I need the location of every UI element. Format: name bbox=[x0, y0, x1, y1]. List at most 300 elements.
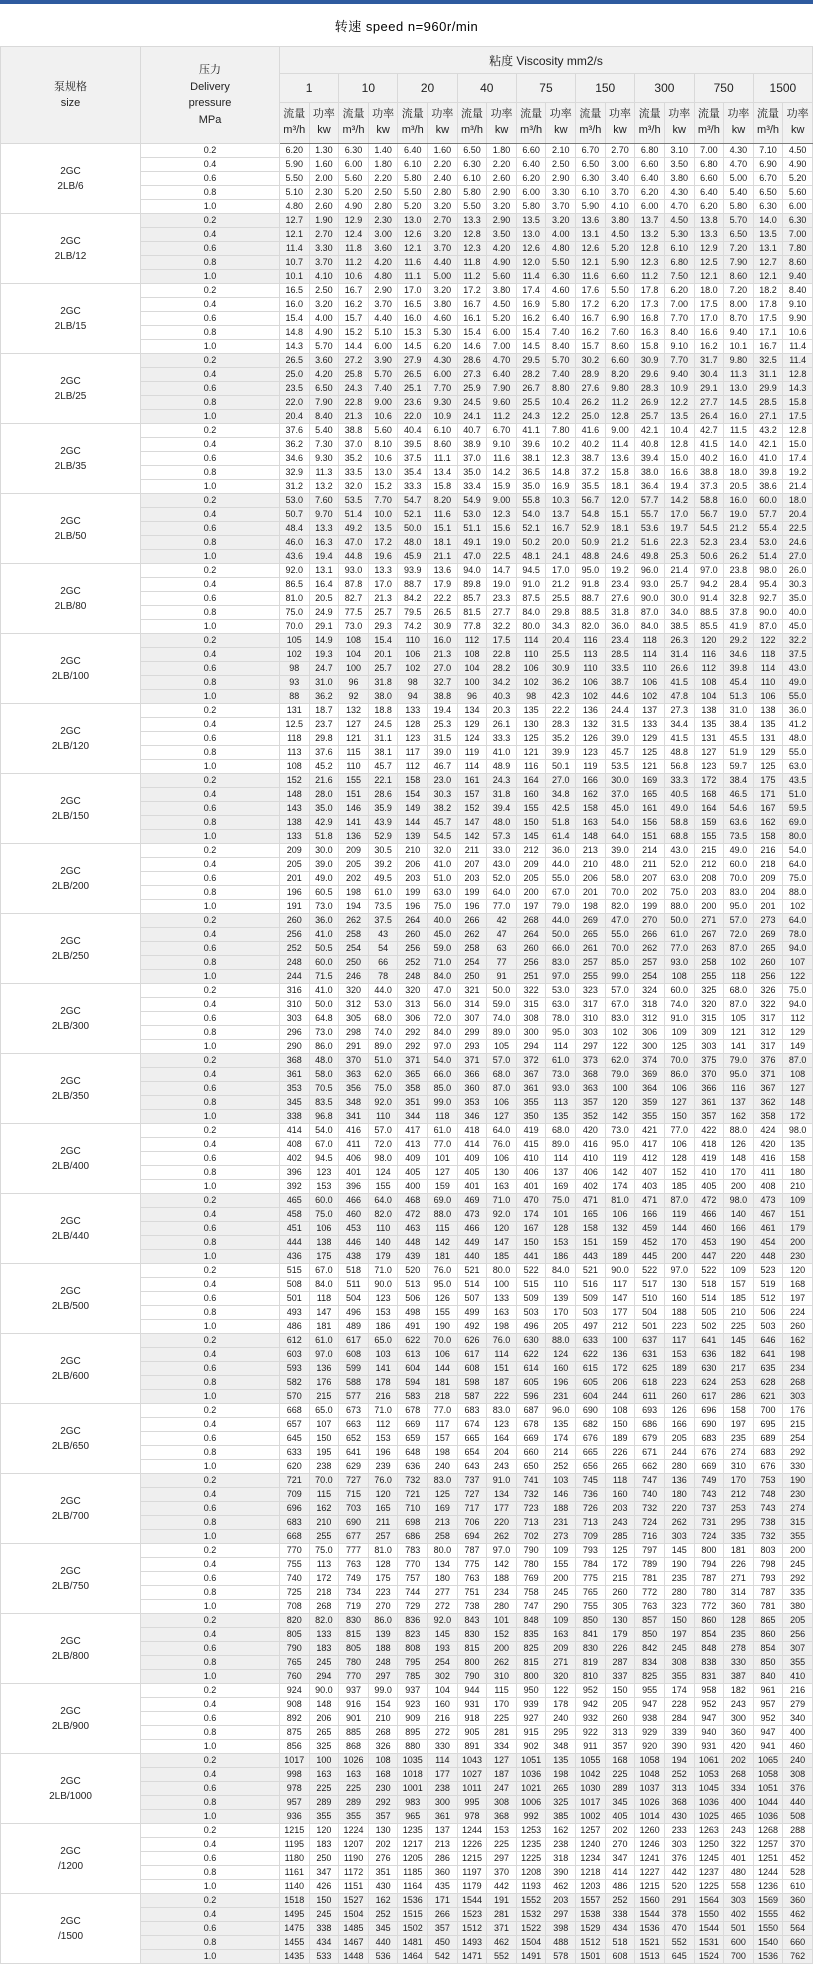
power-cell: 3.50 bbox=[487, 228, 517, 242]
flow-cell: 803 bbox=[753, 1544, 783, 1558]
power-cell: 442 bbox=[487, 1880, 517, 1894]
power-cell: 3.10 bbox=[664, 144, 694, 158]
flow-cell: 150 bbox=[516, 1236, 546, 1250]
flow-cell: 669 bbox=[694, 1460, 724, 1474]
table-row bbox=[1, 1334, 813, 1348]
flow-cell: 41.0 bbox=[753, 452, 783, 466]
pressure-cell: 1.0 bbox=[141, 550, 280, 564]
flow-cell: 102 bbox=[398, 662, 428, 676]
flow-cell: 25.9 bbox=[457, 382, 487, 396]
flow-cell: 212 bbox=[516, 844, 546, 858]
power-cell: 101 bbox=[546, 1208, 576, 1222]
flow-cell: 108 bbox=[457, 648, 487, 662]
power-cell: 68.8 bbox=[664, 830, 694, 844]
power-cell: 44.0 bbox=[546, 914, 576, 928]
power-cell: 35.9 bbox=[368, 802, 398, 816]
power-cell: 21.2 bbox=[605, 536, 635, 550]
power-cell: 51.8 bbox=[309, 830, 339, 844]
power-cell: 88.0 bbox=[664, 900, 694, 914]
flow-cell: 75.0 bbox=[280, 606, 310, 620]
flow-cell: 719 bbox=[339, 1600, 369, 1614]
flow-cell: 1025 bbox=[694, 1810, 724, 1824]
power-cell: 7.90 bbox=[309, 396, 339, 410]
flow-cell: 702 bbox=[516, 1530, 546, 1544]
power-cell: 23.8 bbox=[724, 564, 754, 578]
power-cell: 17.0 bbox=[546, 564, 576, 578]
power-cell: 7.40 bbox=[368, 382, 398, 396]
power-cell: 11.2 bbox=[605, 396, 635, 410]
power-cell: 180 bbox=[664, 1488, 694, 1502]
flow-cell: 717 bbox=[457, 1502, 487, 1516]
power-cell: 318 bbox=[546, 1852, 576, 1866]
power-cell: 140 bbox=[368, 1236, 398, 1250]
power-cell: 55.0 bbox=[605, 928, 635, 942]
flow-cell: 936 bbox=[280, 1810, 310, 1824]
power-cell: 95.0 bbox=[605, 1138, 635, 1152]
power-cell: 7.00 bbox=[664, 298, 694, 312]
flow-cell: 5.50 bbox=[280, 172, 310, 186]
flow-cell: 686 bbox=[635, 1418, 665, 1432]
power-cell: 64.0 bbox=[487, 886, 517, 900]
pressure-cell: 0.8 bbox=[141, 1866, 280, 1880]
flow-cell: 12.8 bbox=[457, 228, 487, 242]
flow-cell: 797 bbox=[635, 1544, 665, 1558]
power-cell: 6.20 bbox=[605, 298, 635, 312]
power-cell: 118 bbox=[309, 1292, 339, 1306]
power-cell: 3.90 bbox=[368, 354, 398, 368]
flow-cell: 1260 bbox=[635, 1824, 665, 1838]
power-cell: 8.70 bbox=[724, 312, 754, 326]
pressure-cell: 1.0 bbox=[141, 1950, 280, 1964]
flow-cell: 194 bbox=[339, 900, 369, 914]
flow-cell: 781 bbox=[635, 1572, 665, 1586]
flow-cell: 850 bbox=[635, 1628, 665, 1642]
power-cell: 214 bbox=[546, 1446, 576, 1460]
power-cell: 434 bbox=[309, 1936, 339, 1950]
power-cell: 310 bbox=[724, 1460, 754, 1474]
flow-cell: 757 bbox=[398, 1572, 428, 1586]
flow-cell: 164 bbox=[694, 802, 724, 816]
power-cell: 29.3 bbox=[368, 620, 398, 634]
flow-cell: 958 bbox=[694, 1684, 724, 1698]
power-cell: 45.0 bbox=[783, 620, 813, 634]
flow-cell: 312 bbox=[339, 998, 369, 1012]
flow-cell: 732 bbox=[398, 1474, 428, 1488]
flow-cell: 686 bbox=[398, 1530, 428, 1544]
flow-cell: 362 bbox=[753, 1096, 783, 1110]
power-cell: 4.60 bbox=[428, 312, 458, 326]
power-cell: 139 bbox=[368, 1628, 398, 1642]
power-cell: 4.70 bbox=[664, 200, 694, 214]
flow-cell: 1035 bbox=[398, 1754, 428, 1768]
flow-cell: 830 bbox=[457, 1628, 487, 1642]
flow-cell: 11.2 bbox=[635, 270, 665, 284]
power-cell: 542 bbox=[428, 1950, 458, 1964]
power-cell: 224 bbox=[783, 1306, 813, 1320]
flow-cell: 23.5 bbox=[280, 382, 310, 396]
pressure-cell: 0.8 bbox=[141, 1096, 280, 1110]
flow-cell: 32.9 bbox=[280, 466, 310, 480]
flow-cell: 28.3 bbox=[635, 382, 665, 396]
power-cell: 120 bbox=[309, 1824, 339, 1838]
power-cell: 106 bbox=[428, 1348, 458, 1362]
power-cell: 141 bbox=[368, 1362, 398, 1376]
power-cell: 16.9 bbox=[546, 480, 576, 494]
flow-cell: 305 bbox=[339, 1012, 369, 1026]
flow-cell: 454 bbox=[753, 1236, 783, 1250]
power-cell: 295 bbox=[546, 1726, 576, 1740]
power-cell: 93.0 bbox=[546, 1082, 576, 1096]
power-cell: 56.0 bbox=[428, 998, 458, 1012]
power-cell: 2.10 bbox=[546, 144, 576, 158]
power-cell: 203 bbox=[605, 1502, 635, 1516]
power-cell: 34.8 bbox=[546, 788, 576, 802]
flow-cell: 770 bbox=[280, 1544, 310, 1558]
power-cell: 5.00 bbox=[428, 270, 458, 284]
power-cell: 175 bbox=[368, 1572, 398, 1586]
flow-cell: 1234 bbox=[576, 1852, 606, 1866]
flow-cell: 13.7 bbox=[635, 214, 665, 228]
flow-cell: 57.7 bbox=[635, 494, 665, 508]
power-cell: 30.0 bbox=[605, 774, 635, 788]
power-cell: 215 bbox=[309, 1390, 339, 1404]
power-cell: 110 bbox=[368, 1222, 398, 1236]
flow-cell: 737 bbox=[694, 1502, 724, 1516]
power-cell: 69.0 bbox=[428, 1194, 458, 1208]
flow-cell: 749 bbox=[339, 1572, 369, 1586]
flow-cell: 211 bbox=[635, 858, 665, 872]
power-cell: 209 bbox=[546, 1642, 576, 1656]
flow-cell: 4.80 bbox=[280, 200, 310, 214]
flow-cell: 368 bbox=[576, 1068, 606, 1082]
flow-cell: 150 bbox=[516, 816, 546, 830]
power-cell: 64.0 bbox=[368, 1194, 398, 1208]
flow-cell: 513 bbox=[398, 1278, 428, 1292]
table-body bbox=[1, 144, 813, 1964]
power-cell: 9.10 bbox=[487, 438, 517, 452]
power-cell: 63.0 bbox=[664, 872, 694, 886]
flow-cell: 411 bbox=[339, 1138, 369, 1152]
pressure-cell: 0.8 bbox=[141, 1236, 280, 1250]
flow-cell: 260 bbox=[280, 914, 310, 928]
power-cell: 29.1 bbox=[309, 620, 339, 634]
power-cell: 14.3 bbox=[783, 382, 813, 396]
power-cell: 120 bbox=[487, 1222, 517, 1236]
pressure-cell: 0.2 bbox=[141, 1614, 280, 1628]
power-cell: 24.7 bbox=[309, 662, 339, 676]
table-row bbox=[1, 1684, 813, 1698]
flow-cell: 25.0 bbox=[576, 410, 606, 424]
power-cell: 15.1 bbox=[428, 522, 458, 536]
power-cell: 89.0 bbox=[368, 1040, 398, 1054]
flow-cell: 1504 bbox=[516, 1936, 546, 1950]
power-cell: 112 bbox=[368, 1418, 398, 1432]
power-cell: 13.7 bbox=[546, 508, 576, 522]
flow-cell: 353 bbox=[280, 1082, 310, 1096]
flow-cell: 641 bbox=[339, 1446, 369, 1460]
power-cell: 12.0 bbox=[605, 494, 635, 508]
power-cell: 63.0 bbox=[546, 998, 576, 1012]
flow-cell: 820 bbox=[280, 1614, 310, 1628]
flow-cell: 77.5 bbox=[339, 606, 369, 620]
flow-cell: 27.2 bbox=[339, 354, 369, 368]
flow-cell: 116 bbox=[576, 634, 606, 648]
flow-cell: 131 bbox=[753, 732, 783, 746]
flow-cell: 308 bbox=[516, 1012, 546, 1026]
power-cell: 110 bbox=[368, 1110, 398, 1124]
flow-cell: 1471 bbox=[457, 1950, 487, 1964]
power-cell: 63.0 bbox=[428, 886, 458, 900]
flow-cell: 199 bbox=[398, 886, 428, 900]
power-cell: 163 bbox=[487, 1180, 517, 1194]
flow-cell: 506 bbox=[398, 1292, 428, 1306]
power-cell: 44.0 bbox=[368, 984, 398, 998]
flow-cell: 723 bbox=[516, 1502, 546, 1516]
flow-cell: 39.4 bbox=[635, 452, 665, 466]
power-cell: 164 bbox=[487, 1432, 517, 1446]
flow-cell: 794 bbox=[694, 1558, 724, 1572]
flow-cell: 252 bbox=[398, 956, 428, 970]
pressure-cell: 0.2 bbox=[141, 1894, 280, 1908]
flow-cell: 174 bbox=[516, 1208, 546, 1222]
power-cell: 223 bbox=[664, 1376, 694, 1390]
flow-cell: 6.90 bbox=[753, 158, 783, 172]
power-cell: 2.40 bbox=[428, 172, 458, 186]
flow-cell: 250 bbox=[339, 956, 369, 970]
power-cell: 3.20 bbox=[309, 298, 339, 312]
power-cell: 80.0 bbox=[783, 830, 813, 844]
power-cell: 8.60 bbox=[783, 256, 813, 270]
flow-cell: 770 bbox=[339, 1670, 369, 1684]
power-cell: 57.3 bbox=[487, 830, 517, 844]
power-cell: 7.80 bbox=[783, 242, 813, 256]
power-cell: 136 bbox=[309, 1362, 339, 1376]
pressure-cell: 0.2 bbox=[141, 1754, 280, 1768]
flow-cell: 161 bbox=[457, 774, 487, 788]
flow-cell: 266 bbox=[635, 928, 665, 942]
flow-cell: 715 bbox=[339, 1488, 369, 1502]
flow-cell: 743 bbox=[753, 1502, 783, 1516]
flow-cell: 698 bbox=[398, 1516, 428, 1530]
power-cell: 68.0 bbox=[487, 1068, 517, 1082]
power-cell: 200 bbox=[783, 1236, 813, 1250]
flow-cell: 198 bbox=[576, 900, 606, 914]
power-cell: 198 bbox=[783, 1348, 813, 1362]
flow-cell: 60.0 bbox=[753, 494, 783, 508]
power-cell: 3.60 bbox=[309, 354, 339, 368]
power-cell: 21.6 bbox=[309, 774, 339, 788]
flow-cell: 118 bbox=[753, 648, 783, 662]
power-cell: 9.30 bbox=[309, 452, 339, 466]
power-cell: 19.0 bbox=[487, 536, 517, 550]
power-cell: 253 bbox=[724, 1376, 754, 1390]
table-row bbox=[1, 214, 813, 228]
flow-cell: 16.7 bbox=[457, 298, 487, 312]
power-cell: 108 bbox=[664, 970, 694, 984]
flow-cell: 159 bbox=[694, 816, 724, 830]
power-cell: 70.0 bbox=[605, 942, 635, 956]
power-cell: 21.4 bbox=[783, 480, 813, 494]
flow-cell: 167 bbox=[753, 802, 783, 816]
flow-cell: 409 bbox=[398, 1152, 428, 1166]
flow-cell: 744 bbox=[398, 1586, 428, 1600]
power-cell: 223 bbox=[368, 1586, 398, 1600]
power-cell: 5.40 bbox=[309, 424, 339, 438]
flow-cell: 312 bbox=[635, 1012, 665, 1026]
power-cell: 368 bbox=[487, 1810, 517, 1824]
power-cell: 210 bbox=[783, 1180, 813, 1194]
power-cell: 39.8 bbox=[724, 662, 754, 676]
flow-cell: 375 bbox=[694, 1054, 724, 1068]
flow-cell: 169 bbox=[635, 774, 665, 788]
flow-cell: 770 bbox=[398, 1558, 428, 1572]
flow-cell: 1512 bbox=[576, 1936, 606, 1950]
flow-cell: 1481 bbox=[398, 1936, 428, 1950]
power-cell: 15.2 bbox=[368, 480, 398, 494]
flow-cell: 815 bbox=[339, 1628, 369, 1642]
power-cell: 1.60 bbox=[428, 144, 458, 158]
flow-cell: 211 bbox=[457, 844, 487, 858]
flow-cell: 38.6 bbox=[753, 480, 783, 494]
pressure-cell: 1.0 bbox=[141, 480, 280, 494]
flow-cell: 104 bbox=[457, 662, 487, 676]
flow-cell: 901 bbox=[339, 1712, 369, 1726]
power-cell: 155 bbox=[368, 1180, 398, 1194]
power-cell: 1.40 bbox=[368, 144, 398, 158]
flow-cell: 408 bbox=[280, 1138, 310, 1152]
power-cell: 480 bbox=[724, 1866, 754, 1880]
power-cell: 177 bbox=[605, 1306, 635, 1320]
flow-cell: 504 bbox=[339, 1292, 369, 1306]
pressure-cell: 0.2 bbox=[141, 774, 280, 788]
flow-cell: 357 bbox=[576, 1096, 606, 1110]
flow-cell: 952 bbox=[753, 1712, 783, 1726]
power-cell: 20.4 bbox=[783, 508, 813, 522]
power-cell: 9.00 bbox=[605, 424, 635, 438]
flow-cell: 365 bbox=[398, 1068, 428, 1082]
power-cell: 19.2 bbox=[605, 564, 635, 578]
power-cell: 265 bbox=[605, 1460, 635, 1474]
power-cell: 74.0 bbox=[368, 1026, 398, 1040]
flow-cell: 624 bbox=[694, 1376, 724, 1390]
flow-cell: 5.60 bbox=[339, 172, 369, 186]
power-cell: 564 bbox=[783, 1922, 813, 1936]
flow-cell: 33.5 bbox=[339, 466, 369, 480]
power-cell: 57.0 bbox=[724, 914, 754, 928]
power-cell: 92.0 bbox=[428, 1614, 458, 1628]
power-cell: 297 bbox=[546, 1908, 576, 1922]
power-cell: 125 bbox=[605, 1544, 635, 1558]
flow-cell: 6.60 bbox=[694, 172, 724, 186]
flow-cell: 415 bbox=[516, 1138, 546, 1152]
pressure-cell: 0.6 bbox=[141, 1152, 280, 1166]
power-cell: 68.0 bbox=[546, 1124, 576, 1138]
flow-cell: 196 bbox=[457, 900, 487, 914]
power-cell: 48.0 bbox=[605, 858, 635, 872]
power-cell: 177 bbox=[487, 1502, 517, 1516]
flow-cell: 410 bbox=[576, 1152, 606, 1166]
power-cell: 127 bbox=[487, 1754, 517, 1768]
flow-cell: 16.2 bbox=[694, 340, 724, 354]
power-cell: 63.0 bbox=[783, 760, 813, 774]
flow-cell: 93 bbox=[280, 676, 310, 690]
flow-cell: 167 bbox=[516, 1222, 546, 1236]
power-cell: 48.9 bbox=[487, 760, 517, 774]
flow-cell: 6.40 bbox=[694, 186, 724, 200]
power-cell: 123 bbox=[309, 1166, 339, 1180]
power-cell: 7.00 bbox=[487, 340, 517, 354]
power-subheader: 功率 kw bbox=[546, 103, 576, 144]
power-cell: 93.0 bbox=[664, 956, 694, 970]
power-cell: 23.3 bbox=[487, 592, 517, 606]
power-cell: 230 bbox=[368, 1782, 398, 1796]
power-cell: 12.8 bbox=[783, 424, 813, 438]
power-cell: 11.6 bbox=[428, 508, 458, 522]
flow-cell: 35.5 bbox=[576, 480, 606, 494]
power-cell: 4.00 bbox=[309, 312, 339, 326]
power-cell: 196 bbox=[546, 1376, 576, 1390]
power-cell: 6.10 bbox=[664, 242, 694, 256]
flow-cell: 1518 bbox=[280, 1894, 310, 1908]
pressure-cell: 1.0 bbox=[141, 340, 280, 354]
flow-cell: 716 bbox=[635, 1530, 665, 1544]
flow-cell: 636 bbox=[694, 1348, 724, 1362]
power-cell: 114 bbox=[546, 1040, 576, 1054]
power-cell: 79.0 bbox=[605, 1068, 635, 1082]
flow-cell: 1027 bbox=[457, 1768, 487, 1782]
flow-cell: 1042 bbox=[576, 1768, 606, 1782]
power-cell: 53.5 bbox=[605, 760, 635, 774]
pump-size-cell: 2GC 2LB/50 bbox=[1, 494, 141, 564]
flow-cell: 875 bbox=[280, 1726, 310, 1740]
flow-cell: 1017 bbox=[576, 1796, 606, 1810]
power-cell: 528 bbox=[783, 1866, 813, 1880]
flow-cell: 122 bbox=[753, 634, 783, 648]
flow-cell: 1257 bbox=[753, 1838, 783, 1852]
flow-cell: 848 bbox=[694, 1642, 724, 1656]
pressure-cell: 0.6 bbox=[141, 312, 280, 326]
power-cell: 170 bbox=[724, 1474, 754, 1488]
flow-cell: 1235 bbox=[516, 1838, 546, 1852]
flow-cell: 371 bbox=[753, 1068, 783, 1082]
power-cell: 240 bbox=[546, 1712, 576, 1726]
pressure-cell: 0.2 bbox=[141, 634, 280, 648]
power-cell: 25.5 bbox=[546, 648, 576, 662]
flow-cell: 16.6 bbox=[694, 326, 724, 340]
power-cell: 9.00 bbox=[487, 494, 517, 508]
flow-cell: 491 bbox=[398, 1320, 428, 1334]
power-cell: 27.7 bbox=[487, 606, 517, 620]
flow-cell: 17.6 bbox=[576, 284, 606, 298]
flow-cell: 14.5 bbox=[516, 340, 546, 354]
flow-cell: 1224 bbox=[339, 1824, 369, 1838]
power-cell: 92.0 bbox=[487, 1208, 517, 1222]
flow-cell: 683 bbox=[753, 1446, 783, 1460]
power-cell: 100 bbox=[605, 1334, 635, 1348]
power-cell: 357 bbox=[368, 1810, 398, 1824]
power-cell: 88.0 bbox=[783, 886, 813, 900]
flow-cell: 44.8 bbox=[339, 550, 369, 564]
flow-cell: 1257 bbox=[576, 1824, 606, 1838]
flow-subheader: 流量 m³/h bbox=[398, 103, 428, 144]
flow-cell: 43.6 bbox=[280, 550, 310, 564]
power-cell: 36.0 bbox=[605, 620, 635, 634]
power-cell: 128 bbox=[546, 1222, 576, 1236]
power-cell: 220 bbox=[487, 1516, 517, 1530]
power-cell: 355 bbox=[664, 1670, 694, 1684]
pressure-cell: 0.6 bbox=[141, 1082, 280, 1096]
flow-cell: 12.3 bbox=[635, 256, 665, 270]
